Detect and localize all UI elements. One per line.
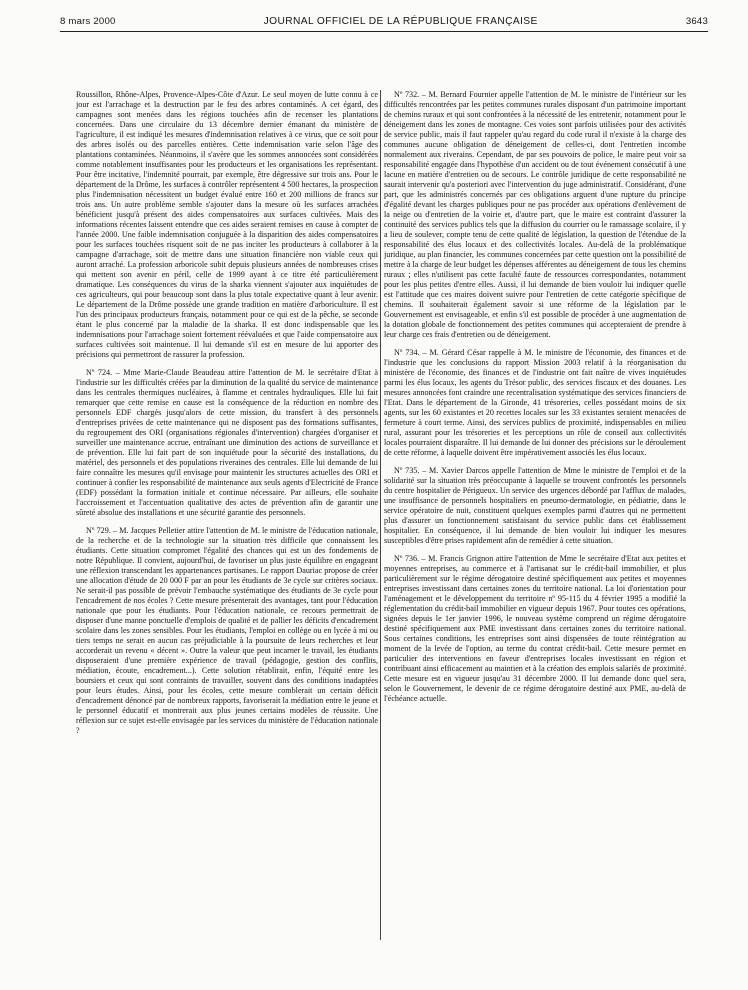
question-729: Nº 729. – M. Jacques Pelletier attire l'attention de M. le ministre de l'éducation nationale, de la recherche et de la technologie sur la situation très difficile que connaissent les étudiants. Cette situation compromet l'égalité des chances qui est un des fondements de notre République. Il convient, aujourd'hui, de favoriser un plus juste équilibre en engageant une réflexion transcendant les appartenances partisanes. Le rapport Dauriac propose de créer une allocation d'étude de 20 000 F par an pour les étudiants de 3e cycle sur critères sociaux. Ne serait-il pas possible de prévoir l'embauche systématique des étudiants de 3e cycle pour l'encadrement de nos écoles ? Cette mesure présenterait des avantages, tant pour l'éducation nationale que pour les étudiants. Pour l'éducation nationale, ce recours permettrait de disposer d'une manne ponctuelle d'emplois de qualité et de pallier les déficits d'encadrement scolaire dans les zones sensibles. Pour les étudiants, l'emploi en collège ou en lycée à mi ou tiers temps ne serait en aucun cas préjudiciable à la poursuite de leurs recherches et leur accorderait un revenu « décent ». Outre la valeur que peut incarner le travail, les étudiants disposeraient d'une première expérience de travail (pédagogie, gestion des conflits, médiation, écoute, encadrement...). Cette solution rétablirait, enfin, l'équité entre les boursiers et ceux qui sont contraints de travailler, souvent dans des conditions inadaptées pour leurs études. Ainsi, pour les écoles, cette mesure comblerait un certain déficit d'encadrement dénoncé par de nombreux rapports, favoriserait la médiation entre le jeune et le personnel éducatif et montrerait aux plus jeunes certains modèles de réussite. Une réflexion sur ce sujet est-elle envisagée par les services du ministère de l'éducation nationale ? bbox=[76, 526, 378, 735]
page-header bbox=[60, 12, 708, 30]
question-732: Nº 732. – M. Bernard Fournier appelle l'attention de M. le ministre de l'intérieur sur les difficultés rencontrées par les petites communes rurales disposant d'un patrimoine important de chemins ruraux et qui sont confrontées à la nécessité de les entretenir, notamment pour le déneigement dans les zones de montagne. Ces voies sont parfois utilisées pour des activités de service public, mais il faut rappeler qu'au regard du code rural il n'existe à la charge des communes aucune obligation de déneigement de celles-ci, dont l'entretien incombe normalement aux riverains. Cependant, de par ses pouvoirs de police, le maire peut voir sa responsabilité engagée dans l'hypothèse d'un accident ou de tout événement consécutif à une lacune en matière d'entretien ou de secours. Le contrôle juridique de cette responsabilité ne saurait intervenir qu'a posteriori avec l'intervention du juge administratif. Considérant, d'une part, que les administrés concernés par ces obligations arguent d'une rupture du principe d'égalité devant les charges publiques pour ne pas procéder aux opérations d'enlèvement de la neige ou d'entretien de la voirie et, d'autre part, que le maire est contraint d'assurer la continuité des services publics tels que la diffusion du courrier ou le ramassage scolaire, il y a lieu de soulever, compte tenu de cette qualité de législation, la question de l'étendue de la responsabilité des élus locaux et des collectivités locales. Au-delà de la problématique juridique, au plan financier, les communes concernées par cette question ont la possibilité de mettre à la charge de leur budget les dépenses afférentes au déneigement de tous les chemins ruraux ; elles n'utilisent pas cette faculté faute de ressources correspondantes, notamment pour les plus petites d'entre elles. Aussi, il lui demande de bien vouloir lui indiquer quelle est l'attitude que ces maires doivent suivre pour l'entretien de cette catégorie spécifique de chemins. Il souhaiterait également savoir si une réforme de la législation par le Gouvernement est envisageable, et enfin s'il est possible de procéder à une augmentation de la dotation globale de fonctionnement des petites communes qui accepteraient de prendre à leur charge ces frais d'entretien ou de déneigement. bbox=[384, 90, 686, 339]
column-divider bbox=[380, 90, 381, 940]
question-736: Nº 736. – M. Francis Grignon attire l'attention de Mme le secrétaire d'Etat aux petites et moyennes entreprises, au commerce et à l'artisanat sur le crédit-bail immobilier, et plus particulièrement sur le régime dérogatoire destiné spécifiquement aux petites et moyennes entreprises investissant dans certaines zones du territoire national. La loi d'orientation pour l'aménagement et le développement du territoire nº 95-115 du 4 février 1995 a modifié la réglementation du crédit-bail immobilier en vigueur depuis 1967. Pour toutes ces opérations, signées depuis le 1er janvier 1996, le nouveau système comprend un régime dérogatoire destiné spécifiquement aux PME investissant dans certaines zones du territoire national. Sous certaines conditions, les entreprises sont ainsi dispensées de toute réintégration au moment de la levée de l'option, au terme du contrat crédit-bail. Cette mesure permet en particulier des interventions en faveur d'entreprises locales investissant en région et contribuant ainsi efficacement au maintien et à la création des emplois salariés de proximité. Cette mesure est en vigueur jusqu'au 31 décembre 2000. Il lui demande donc quel sera, selon le Gouvernement, le devenir de ce régime dérogatoire destiné aux PME, au-delà de l'échéance actuelle. bbox=[384, 554, 686, 703]
header-journal-title: JOURNAL OFFICIEL DE LA RÉPUBLIQUE FRANÇAISE bbox=[263, 15, 538, 27]
question-continued: Roussillon, Rhône-Alpes, Provence-Alpes-Côte d'Azur. Le seul moyen de lutte connu à ce jour est l'arrachage et la destruction par le feu des arbres contaminés. A cet égard, des campagnes sont menées dans les régions touchées afin de recenser les plantations concernées. Dans une circulaire du 13 décembre dernier émanant du ministère de l'agriculture, il est indiqué les mesures d'indemnisation relatives à ce virus, que ce soit pour des arbres isolés ou des parcelles entières. Cette indemnisation varie selon l'âge des plantations contaminées. Néanmoins, il s'avère que les sommes annoncées sont considérées comme notablement insuffisantes pour les producteurs et les organisations les représentant. Pour être incitative, l'indemnité pourrait, par exemple, être dégressive sur trois ans. Pour le département de la Drôme, les surfaces à contrôler représentent 4 500 hectares, la prospection plus l'indemnisation nécessitent un budget évalué entre 160 et 200 millions de francs sur trois ans. Un autre problème semble s'ajouter dans la mesure où les surfaces arrachées bénéficient jusqu'à présent des aides compensatoires aux surfaces cultivées. Mais des informations récentes laissent entendre que ces aides seraient remises en cause à compter de l'année 2000. Une faible indemnisation conjuguée à la disparition des aides compensatoires pour les surfaces touchées risquent soit de ne pas inciter les producteurs à collaborer à la campagne d'arrachage, soit de mettre dans une situation financière non viable ceux qui auront arraché. La profession arboricole subit depuis plusieurs années de nombreuses crises qui mettent son avenir en péril, celle de 1999 ayant à ce titre été particulièrement dramatique. Les conséquences du virus de la sharka viennent s'ajouter aux inquiétudes de ces agriculteurs, qui pour beaucoup sont dans la plus totale expectative quant à leur avenir. Le département de la Drôme possède une grande tradition en matière d'arboriculture. Il est l'un des principaux producteurs français, notamment pour ce qui est de la pêche, se seconde étant le plus concerné par la maladie de la sharka. Il est donc indispensable que les indemnisations pour l'arrachage soient fortement réévaluées et que l'aide compensatoire aux surfaces cultivées soit maintenue. Il lui demande s'il est en mesure de lui apporter des précisions qui permettront de rassurer la profession. bbox=[76, 90, 378, 359]
header-rule bbox=[60, 31, 708, 32]
left-column bbox=[76, 90, 378, 950]
header-date: 8 mars 2000 bbox=[60, 15, 116, 27]
question-735: Nº 735. – M. Xavier Darcos appelle l'attention de Mme le ministre de l'emploi et de la solidarité sur la situation très préoccupante à laquelle se trouvent confrontés les personnels du centre hospitalier de Périgueux. Un service des urgences débordé par l'afflux de malades, une insuffisance de personnels hospitaliers en pneumo-dermatologie, en pédiatrie, dans le service opératoire de nuit, constituent quelques exemples parmi d'autres qui ne permettent plus d'assurer un fonctionnement satisfaisant du service public dans cet établissement hospitalier. En conséquence, il lui demande de bien vouloir lui indiquer les mesures susceptibles d'être prises rapidement afin de remédier à cette situation. bbox=[384, 466, 686, 545]
right-column bbox=[384, 90, 686, 950]
question-734: Nº 734. – M. Gérard César rappelle à M. le ministre de l'économie, des finances et de l'industrie que les conclusions du rapport Mission 2003 relatif à la réorganisation du ministère de l'économie, des finances et de l'industrie ont fait naître de vives inquiétudes parmi les élus locaux, les agents du Trésor public, des services fiscaux et des douanes. Les mesures annoncées font craindre une recentralisation systématique des services financiers de l'Etat. Dans le département de la Gironde, 41 trésoreries, celles possédant moins de six agents, sur les 60 existantes et 20 recettes locales sur les 33 existantes seraient menacées de fermeture à court terme. Ainsi, des services publics de proximité, indispensables en milieu rural, assurant pour les trésoreries et les perceptions un rôle de conseil aux collectivités locales pourraient disparaître. Il lui demande de lui donner des précisions sur le déroulement de cette réforme, à laquelle doivent être impérativement associés les élus locaux. bbox=[384, 348, 686, 457]
header-page-number: 3643 bbox=[685, 15, 708, 27]
question-724: Nº 724. – Mme Marie-Claude Beaudeau attire l'attention de M. le secrétaire d'Etat à l'industrie sur les difficultés créées par la diminution de la qualité du service de maintenance dans les centrales thermiques nucléaires, à flamme et centrales hydrauliques. Elle lui fait remarquer que cette remise en cause est la conséquence de la réduction en nombre des personnels EDF chargés jusqu'alors de cette mission, du transfert à des personnels d'entreprises privées de cette maintenance qui ne disposent pas des formations suffisantes, du regroupement des ORI (organisations régionales d'intervention) chargées d'organiser et surveiller une maintenance accrue, entraînant une diminution des actions de surveillance et de prévention. Elle lui fait part de son inquiétude pour la sécurité des installations, du matériel, des personnels et des populations riveraines des centrales. Elle lui demande de lui faire connaître les mesures qu'il envisage pour maintenir les structures actuelles des ORI et continuer à confier les responsabilité de maintenance aux seuls agents d'Electricité de France (EDF) possédant la formation initiale et continue nécessaire. Par ailleurs, elle souhaite l'accroissement et l'accentuation qualitative des actes de prévention afin de garantir une sûreté absolue des installations et une sécurité garantie des personnels. bbox=[76, 368, 378, 517]
